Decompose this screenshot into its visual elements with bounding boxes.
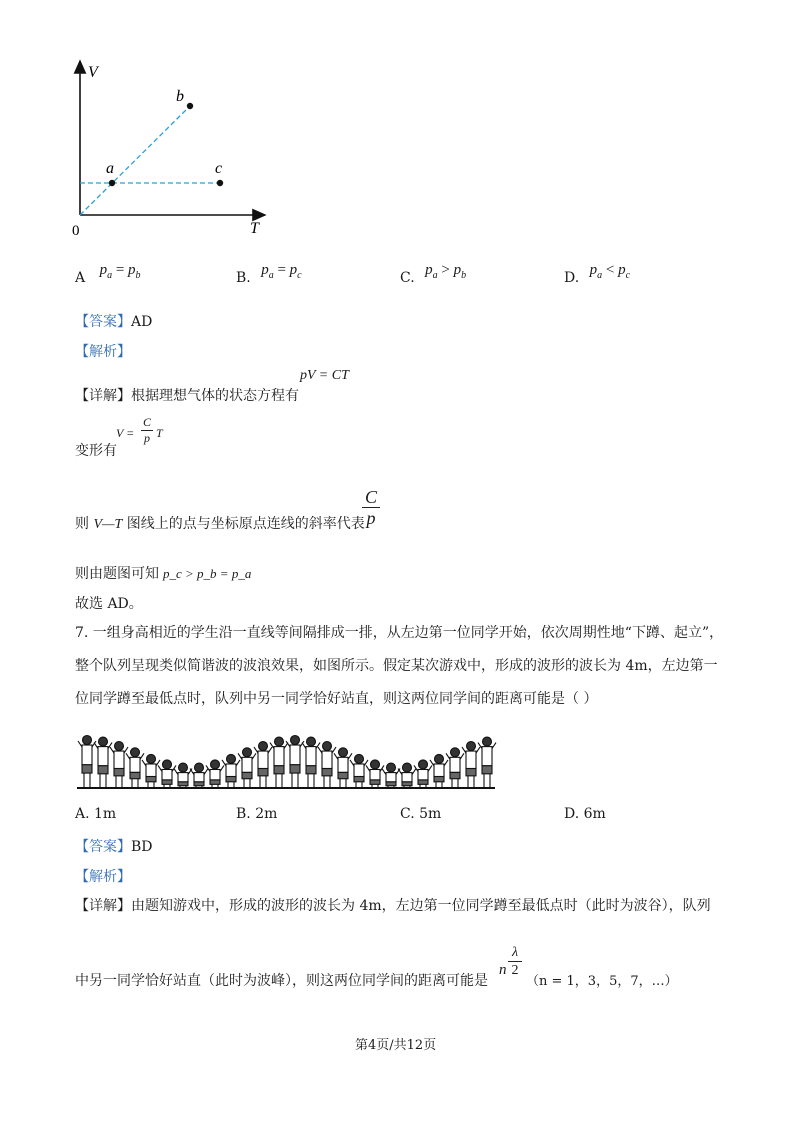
q6-detail-line1: 【详解】根据理想气体的状态方程有 xyxy=(75,388,299,404)
q7-option-a[interactable]: A. 1m xyxy=(75,806,117,822)
student-figure xyxy=(254,742,272,787)
point-b xyxy=(187,103,193,109)
student-figure xyxy=(462,742,480,787)
student-figure xyxy=(334,748,352,787)
student-figure xyxy=(446,748,464,787)
q7-detail-n: n xyxy=(499,962,507,978)
student-figure xyxy=(94,737,112,787)
label-t: T xyxy=(250,220,259,237)
student-figure xyxy=(430,754,448,787)
q6-option-c[interactable]: C. $p_a > p_b$ xyxy=(400,262,467,286)
q7-answer: 【答案】BD xyxy=(75,839,153,855)
student-figure xyxy=(398,763,416,787)
point-c xyxy=(217,180,223,186)
student-figure xyxy=(142,754,160,787)
page-footer: 第4页/共12页 xyxy=(355,1038,437,1053)
q7-detail-line1: 【详解】由题知游戏中，形成的波形的波长为 4m，左边第一位同学蹲至最低点时（此时为波谷），队列 xyxy=(75,898,711,914)
q7-option-b[interactable]: B. 2m xyxy=(236,806,278,822)
point-a xyxy=(109,180,115,186)
student-figure xyxy=(238,748,256,787)
student-figure xyxy=(382,763,400,787)
q6-detail-line4: 则由题图可知 p_c > p_b = p_a xyxy=(75,566,252,582)
student-figure xyxy=(174,763,192,787)
q7-option-c[interactable]: C. 5m xyxy=(400,806,442,822)
label-a: a xyxy=(106,160,114,177)
student-figure xyxy=(478,737,496,787)
q6-option-a[interactable]: A $p_a = p_b$ xyxy=(75,262,141,286)
q6-detail-line5: 故选 AD。 xyxy=(75,596,143,612)
student-figure xyxy=(126,748,144,787)
label-origin: 0 xyxy=(72,223,80,239)
q7-stem-line1: 7. 一组身高相近的学生沿一直线等间隔排成一排，从左边第一位同学开始，依次周期性地“下蹲、起立”， xyxy=(75,625,724,641)
q7-stem-line2: 整个队列呈现类似简谐波的波浪效果，如图所示。假定某次游戏中，形成的波形的波长为 4m，左边第一 xyxy=(75,658,718,674)
students-wave-illustration xyxy=(75,718,500,792)
label-b: b xyxy=(176,88,184,105)
q7-detail-condition: （n = 1，3，5，7，…） xyxy=(526,974,678,989)
student-figure xyxy=(222,754,240,787)
student-figure xyxy=(78,736,96,788)
q6-detail-fraction-slope: C p xyxy=(362,488,380,527)
q6-answer: 【答案】AD xyxy=(75,314,153,330)
q6-analysis-tag: 【解析】 xyxy=(75,344,131,360)
student-figure xyxy=(350,754,368,787)
q7-detail-line2: 中另一同学恰好站直（此时为波峰），则这两位同学间的距离可能是 xyxy=(75,973,488,989)
q6-detail-fraction-c-p: C p xyxy=(142,415,151,445)
q6-detail-formula2-lhs: V = xyxy=(116,426,135,440)
q6-detail-line2: 变形有 xyxy=(75,443,117,459)
student-figure xyxy=(270,737,288,787)
q6-detail-line3: 则 V—T 图线上的点与坐标原点连线的斜率代表 xyxy=(75,516,365,532)
q6-option-b[interactable]: B. $p_a = p_c$ xyxy=(236,262,302,286)
q6-detail-formula2-tail: T xyxy=(156,426,163,440)
student-figure xyxy=(206,760,224,787)
label-v: V xyxy=(88,64,98,81)
line-origin-b xyxy=(80,106,190,215)
student-figure xyxy=(286,736,304,788)
q7-option-d[interactable]: D. 6m xyxy=(564,806,606,822)
q7-stem-line3: 位同学蹲至最低点时，队列中另一同学恰好站直，则这两位同学间的距离可能是（ ） xyxy=(75,691,598,707)
label-c: c xyxy=(215,160,223,177)
q6-option-d[interactable]: D. $p_a < p_c$ xyxy=(564,262,631,286)
student-figure xyxy=(414,760,432,787)
q7-detail-fraction-lambda-2: λ 2 xyxy=(508,945,522,978)
vt-graph xyxy=(60,55,280,240)
student-figure xyxy=(366,760,384,787)
student-figure xyxy=(110,742,128,787)
student-figure xyxy=(318,742,336,787)
q7-analysis-tag: 【解析】 xyxy=(75,869,131,885)
student-figure xyxy=(190,763,208,787)
q6-detail-formula1: pV = CT xyxy=(300,368,349,383)
student-figure xyxy=(302,737,320,787)
student-figure xyxy=(158,760,176,787)
